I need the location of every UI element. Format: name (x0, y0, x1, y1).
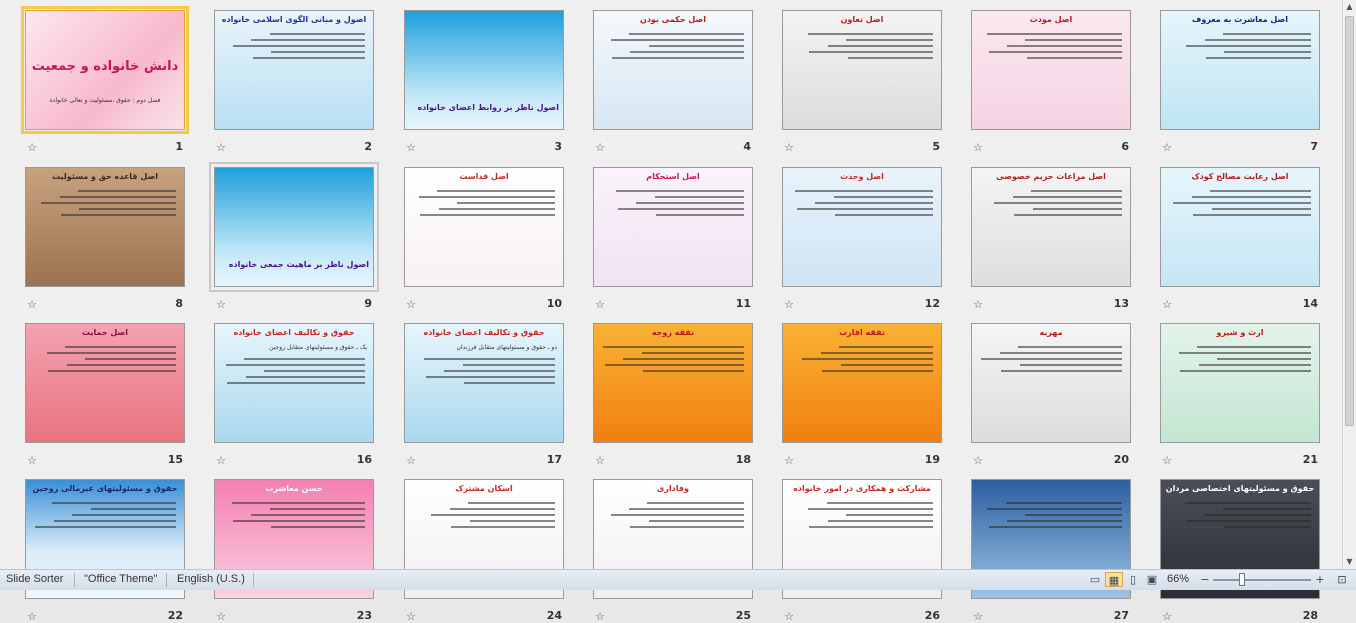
zoom-level[interactable]: 66% (1167, 573, 1190, 585)
text-line (437, 190, 555, 192)
slide-subtitle: یک ـ حقوق و مسئولیتهای متقابل زوجین (269, 344, 367, 351)
slide-body-placeholder (1169, 502, 1311, 532)
slide-thumbnail[interactable] (25, 10, 185, 130)
text-line (1206, 57, 1311, 59)
slide-number: 11 (735, 297, 751, 310)
text-line (809, 526, 933, 528)
slide-thumbnail[interactable] (971, 10, 1131, 130)
zoom-slider-thumb[interactable] (1239, 573, 1245, 586)
text-line (1018, 346, 1122, 348)
text-line (253, 57, 365, 59)
slide-transition-star-icon[interactable]: ☆ (27, 610, 37, 623)
text-line (616, 190, 744, 192)
slide-title: اصول و مبانی الگوی اسلامی خانواده (221, 15, 367, 24)
status-bar (0, 569, 1356, 590)
slide-body-placeholder (791, 502, 933, 532)
text-line (987, 508, 1122, 510)
slide-title: اصل قاعده حق و مسئولیت (52, 172, 158, 181)
text-line (815, 202, 933, 204)
text-line (470, 520, 555, 522)
text-line (846, 39, 933, 41)
reading-view-icon[interactable]: ▯ (1129, 573, 1137, 586)
text-line (1013, 196, 1122, 198)
slide-title: وفاداری (657, 484, 689, 493)
text-line (271, 526, 365, 528)
slide-transition-star-icon[interactable]: ☆ (216, 298, 226, 311)
slide-body-placeholder (980, 502, 1122, 532)
text-line (1223, 508, 1311, 510)
text-line (1007, 520, 1122, 522)
slide-title: اصل وحدت (840, 172, 884, 181)
text-line (656, 214, 744, 216)
text-line (41, 202, 176, 204)
text-line (424, 358, 555, 360)
slide-transition-star-icon[interactable]: ☆ (784, 454, 794, 467)
slide-thumbnail[interactable] (214, 10, 374, 130)
text-line (60, 196, 176, 198)
text-line (450, 508, 555, 510)
text-line (47, 352, 176, 354)
slide-transition-star-icon[interactable]: ☆ (216, 141, 226, 154)
text-line (795, 190, 933, 192)
slide-thumbnail[interactable] (1160, 167, 1320, 287)
slide-transition-star-icon[interactable]: ☆ (595, 141, 605, 154)
text-line (1020, 364, 1122, 366)
text-line (431, 514, 555, 516)
text-line (419, 196, 555, 198)
slide-number: 7 (1310, 140, 1318, 153)
text-line (841, 364, 933, 366)
text-line (244, 358, 365, 360)
text-line (828, 520, 933, 522)
slide-body-placeholder (602, 346, 744, 376)
slide-number: 25 (735, 609, 751, 622)
slide-title: اصل تعاون (840, 15, 884, 24)
slide-subtitle: فصل دوم : حقوق ،مسئولیت و تعالی خانواده (49, 97, 161, 104)
text-line (647, 502, 744, 504)
slide-title: دانش خانواده و جمعیت (31, 59, 179, 74)
slide-transition-star-icon[interactable]: ☆ (595, 610, 605, 623)
slide-thumbnail[interactable] (214, 167, 374, 287)
text-line (1193, 214, 1311, 216)
slide-number: 27 (1113, 609, 1129, 622)
text-line (232, 502, 365, 504)
text-line (1179, 352, 1311, 354)
text-line (1186, 45, 1311, 47)
slide-transition-star-icon[interactable]: ☆ (973, 298, 983, 311)
slide-number: 10 (546, 297, 562, 310)
slide-body-placeholder (602, 502, 744, 532)
slide-body-placeholder (223, 33, 365, 63)
slide-transition-star-icon[interactable]: ☆ (27, 141, 37, 154)
text-line (264, 370, 365, 372)
text-line (270, 33, 365, 35)
slide-body-placeholder (413, 358, 555, 388)
slide-body-placeholder (223, 502, 365, 532)
text-line (1205, 39, 1312, 41)
text-line (1025, 514, 1122, 516)
slide-number: 16 (356, 453, 372, 466)
text-line (797, 208, 933, 210)
slide-number: 21 (1302, 453, 1318, 466)
text-line (1031, 190, 1122, 192)
slide-transition-star-icon[interactable]: ☆ (1162, 610, 1172, 623)
slide-title: اسکان مشترک (455, 484, 513, 493)
slideshow-icon[interactable]: ▣ (1146, 573, 1158, 586)
slide-thumbnail[interactable] (404, 323, 564, 443)
status-separator (166, 573, 167, 587)
text-line (48, 370, 176, 372)
text-line (271, 51, 365, 53)
slide-thumbnail[interactable] (782, 323, 942, 443)
slide-transition-star-icon[interactable]: ☆ (406, 298, 416, 311)
slide-number: 1 (175, 140, 183, 153)
text-line (468, 502, 555, 504)
slide-transition-star-icon[interactable]: ☆ (973, 454, 983, 467)
slide-body-placeholder (791, 33, 933, 63)
text-line (251, 514, 365, 516)
slide-number: 22 (167, 609, 183, 622)
slide-number: 3 (554, 140, 562, 153)
scroll-down-arrow-icon[interactable]: ▼ (1346, 557, 1353, 566)
slide-number: 2 (364, 140, 372, 153)
text-line (981, 358, 1122, 360)
slide-thumbnail[interactable] (214, 323, 374, 443)
text-line (1223, 33, 1311, 35)
text-line (1212, 208, 1311, 210)
fit-window-icon[interactable]: ⊡ (1337, 573, 1347, 586)
text-line (808, 33, 933, 35)
slide-transition-star-icon[interactable]: ☆ (406, 141, 416, 154)
slide-title: اصل مراعات حریم خصوصی (996, 172, 1106, 181)
text-line (649, 520, 744, 522)
slide-transition-star-icon[interactable]: ☆ (973, 141, 983, 154)
slide-title: اصل حکمی بودن (639, 15, 706, 24)
slide-thumbnail[interactable] (404, 10, 564, 130)
text-line (987, 33, 1122, 35)
text-line (629, 33, 744, 35)
slide-number: 9 (364, 297, 372, 310)
slide-title: مهریه (1039, 328, 1063, 337)
slide-thumbnail[interactable] (782, 167, 942, 287)
slide-title: حقوق و مسئولیتهای غیرمالی زوجین (32, 484, 178, 493)
slide-thumbnail[interactable] (971, 323, 1131, 443)
language-indicator[interactable]: English (U.S.) (177, 573, 245, 585)
slide-body-placeholder (980, 190, 1122, 220)
slide-transition-star-icon[interactable]: ☆ (27, 454, 37, 467)
slide-number: 26 (924, 609, 940, 622)
slide-transition-star-icon[interactable]: ☆ (973, 610, 983, 623)
slide-title: نفقه زوجه (651, 328, 695, 337)
text-line (1186, 520, 1311, 522)
text-line (834, 196, 933, 198)
slide-title: اصول ناظر بر روابط اعضای خانواده (417, 103, 559, 112)
slide-sorter-icon[interactable]: ▦ (1105, 572, 1123, 587)
text-line (630, 51, 744, 53)
text-line (1001, 370, 1122, 372)
text-line (52, 502, 176, 504)
text-line (835, 214, 933, 216)
text-line (629, 508, 744, 510)
text-line (1205, 514, 1312, 516)
text-line (1210, 190, 1311, 192)
slide-number: 23 (356, 609, 372, 622)
slide-transition-star-icon[interactable]: ☆ (595, 298, 605, 311)
slide-title: اصول ناظر بر ماهیت جمعی خانواده (228, 260, 369, 269)
slide-thumbnail[interactable] (1160, 323, 1320, 443)
text-line (439, 208, 555, 210)
text-line (233, 520, 365, 522)
slide-body-placeholder (34, 346, 176, 376)
slide-transition-star-icon[interactable]: ☆ (784, 610, 794, 623)
text-line (848, 57, 933, 59)
normal-view-icon[interactable]: ▭ (1089, 573, 1101, 586)
text-line (989, 51, 1122, 53)
slide-body-placeholder (791, 346, 933, 376)
text-line (618, 208, 744, 210)
slide-number: 6 (1121, 140, 1129, 153)
slide-thumbnail[interactable] (404, 167, 564, 287)
text-line (655, 196, 744, 198)
slide-body-placeholder (34, 502, 176, 532)
slide-number: 12 (924, 297, 940, 310)
zoom-out-button[interactable]: − (1200, 573, 1210, 586)
slide-transition-star-icon[interactable]: ☆ (27, 298, 37, 311)
text-line (611, 514, 744, 516)
text-line (79, 208, 176, 210)
text-line (1014, 214, 1122, 216)
text-line (1027, 57, 1122, 59)
text-line (828, 45, 933, 47)
slide-transition-star-icon[interactable]: ☆ (216, 610, 226, 623)
scroll-up-arrow-icon[interactable]: ▲ (1346, 2, 1353, 11)
text-line (1197, 346, 1311, 348)
slide-number: 5 (932, 140, 940, 153)
slide-number: 28 (1302, 609, 1318, 622)
text-line (65, 346, 176, 348)
text-line (611, 39, 744, 41)
slide-title: نفقه اقارب (839, 328, 885, 337)
slide-title: اصل استحکام (646, 172, 700, 181)
vertical-scrollbar[interactable] (1342, 0, 1356, 569)
slide-thumbnail[interactable] (593, 323, 753, 443)
text-line (227, 382, 365, 384)
zoom-slider[interactable] (1213, 579, 1311, 581)
text-line (464, 382, 555, 384)
text-line (1199, 364, 1311, 366)
slide-body-placeholder (1169, 33, 1311, 63)
slide-thumbnail[interactable] (25, 323, 185, 443)
slide-thumbnail[interactable] (25, 167, 185, 287)
zoom-in-button[interactable]: + (1315, 573, 1325, 586)
text-line (246, 376, 365, 378)
text-line (821, 352, 933, 354)
text-line (630, 526, 744, 528)
text-line (78, 190, 176, 192)
text-line (67, 364, 176, 366)
slide-transition-star-icon[interactable]: ☆ (1162, 141, 1172, 154)
text-line (1000, 352, 1122, 354)
text-line (1224, 526, 1311, 528)
text-line (802, 358, 933, 360)
slide-number: 24 (546, 609, 562, 622)
text-line (420, 214, 555, 216)
slide-body-placeholder (34, 190, 176, 220)
slide-title: اصل قداست (459, 172, 509, 181)
slide-thumbnail[interactable] (971, 167, 1131, 287)
text-line (1173, 202, 1311, 204)
text-line (91, 508, 176, 510)
slide-body-placeholder (223, 358, 365, 388)
text-line (1033, 208, 1122, 210)
slide-body-placeholder (602, 33, 744, 63)
slide-transition-star-icon[interactable]: ☆ (784, 298, 794, 311)
slide-subtitle: دو ـ حقوق و مسئولیتهای متقابل فرزندان (456, 344, 557, 351)
text-line (846, 514, 933, 516)
text-line (463, 364, 555, 366)
text-line (827, 502, 934, 504)
text-line (612, 57, 744, 59)
theme-name[interactable]: "Office Theme" (84, 573, 158, 585)
slide-title: حسن معاشرت (265, 484, 323, 493)
slide-body-placeholder (980, 346, 1122, 376)
slide-number: 4 (743, 140, 751, 153)
slide-number: 20 (1113, 453, 1129, 466)
slide-title: مشارکت و همکاری در امور خانواده (793, 484, 931, 493)
text-line (233, 45, 365, 47)
slide-title: حقوق و تکالیف اعضای خانواده (233, 328, 355, 337)
text-line (994, 202, 1122, 204)
slide-title: ارث و شیرو (1216, 328, 1264, 337)
slide-title: اصل مودت (1029, 15, 1073, 24)
text-line (457, 202, 555, 204)
text-line (54, 520, 176, 522)
status-separator (74, 573, 75, 587)
slide-body-placeholder (413, 190, 555, 220)
status-separator (253, 573, 254, 587)
slide-number: 8 (175, 297, 183, 310)
slide-title: اصل معاشرت به معروف (1192, 15, 1288, 24)
view-indicator: Slide Sorter (6, 573, 64, 585)
text-line (444, 370, 555, 372)
slide-number: 13 (1113, 297, 1129, 310)
text-line (1217, 358, 1311, 360)
slide-number: 17 (546, 453, 562, 466)
text-line (649, 45, 744, 47)
text-line (822, 370, 933, 372)
slide-transition-star-icon[interactable]: ☆ (784, 141, 794, 154)
text-line (1192, 196, 1311, 198)
text-line (1224, 51, 1311, 53)
text-line (1180, 370, 1311, 372)
slide-thumbnail[interactable] (1160, 10, 1320, 130)
slide-number: 14 (1302, 297, 1318, 310)
text-line (989, 526, 1122, 528)
slide-body-placeholder (791, 190, 933, 220)
slide-body-placeholder (602, 190, 744, 220)
slide-title: اصل حمایت (81, 328, 128, 337)
text-line (61, 214, 176, 216)
text-line (605, 364, 744, 366)
slide-transition-star-icon[interactable]: ☆ (1162, 298, 1172, 311)
slide-title: حقوق و مسئولیتهای اختصاصی مردان (1165, 484, 1315, 493)
slide-body-placeholder (980, 33, 1122, 63)
slide-transition-star-icon[interactable]: ☆ (595, 454, 605, 467)
text-line (451, 526, 555, 528)
slide-body-placeholder (1169, 190, 1311, 220)
slide-number: 15 (167, 453, 183, 466)
text-line (839, 346, 933, 348)
slide-body-placeholder (413, 502, 555, 532)
text-line (270, 508, 365, 510)
text-line (623, 358, 744, 360)
slide-thumbnail[interactable] (593, 167, 753, 287)
slide-transition-star-icon[interactable]: ☆ (1162, 454, 1172, 467)
text-line (1025, 39, 1122, 41)
text-line (226, 364, 365, 366)
slide-thumbnail[interactable] (782, 10, 942, 130)
text-line (636, 202, 744, 204)
slide-transition-star-icon[interactable]: ☆ (406, 610, 416, 623)
scroll-thumb[interactable] (1345, 16, 1354, 426)
text-line (808, 508, 933, 510)
text-line (35, 526, 176, 528)
text-line (426, 376, 555, 378)
text-line (72, 514, 176, 516)
text-line (642, 352, 744, 354)
text-line (1007, 45, 1122, 47)
text-line (643, 370, 744, 372)
text-line (251, 39, 365, 41)
text-line (1006, 502, 1122, 504)
text-line (85, 358, 176, 360)
slide-body-placeholder (1169, 346, 1311, 376)
slide-transition-star-icon[interactable]: ☆ (406, 454, 416, 467)
text-line (1185, 502, 1311, 504)
slide-thumbnail[interactable] (593, 10, 753, 130)
text-line (603, 346, 744, 348)
slide-title: اصل رعایت مصالح کودک (1191, 172, 1289, 181)
slide-title: حقوق و تکالیف اعضای خانواده (423, 328, 545, 337)
slide-number: 18 (735, 453, 751, 466)
text-line (809, 51, 933, 53)
slide-transition-star-icon[interactable]: ☆ (216, 454, 226, 467)
slide-number: 19 (924, 453, 940, 466)
